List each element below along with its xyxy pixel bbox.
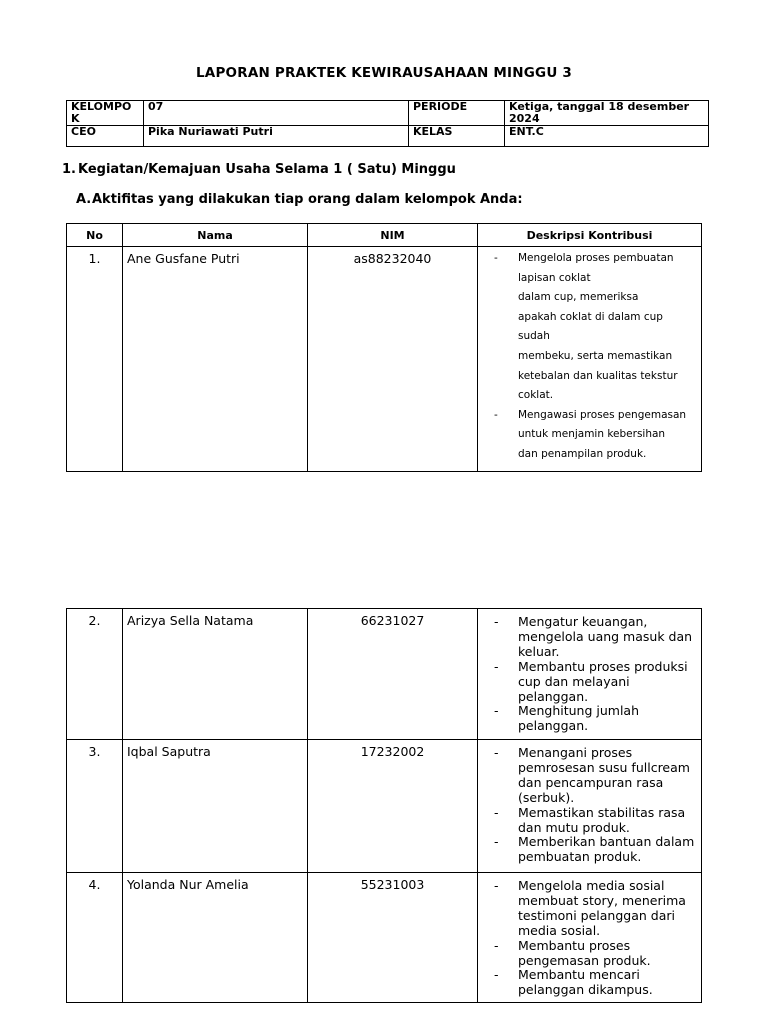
description-line: - Membantu mencari xyxy=(518,967,640,983)
description-item xyxy=(494,704,697,734)
description-line: mengelola uang masuk dan xyxy=(518,628,693,644)
member-description xyxy=(478,247,702,472)
description-line: - Membantu proses produksi xyxy=(518,658,688,674)
info-table xyxy=(66,100,709,147)
description-item xyxy=(494,835,697,865)
member-name: Iqbal Saputra xyxy=(123,740,308,873)
description-item xyxy=(494,806,697,836)
kelas-value: ENT.C xyxy=(505,126,709,147)
member-no: 1. xyxy=(67,247,123,472)
description-line: - Mengatur keuangan, xyxy=(518,614,648,629)
header-nama: Nama xyxy=(123,224,308,247)
description-line: pelanggan. xyxy=(518,688,589,704)
member-nim: 17232002 xyxy=(308,740,478,873)
description-item xyxy=(494,939,697,969)
member-description xyxy=(478,740,702,873)
description-line: pembuatan produk. xyxy=(518,849,642,865)
section-a-text: Aktifitas yang dilakukan tiap orang dalam kelompok Anda: xyxy=(92,192,523,207)
section-1-heading xyxy=(62,162,456,177)
table-row xyxy=(67,247,702,472)
member-nim: 55231003 xyxy=(308,873,478,1003)
description-line: - Mengelola proses pembuatan xyxy=(518,252,674,264)
members-table-page-1 xyxy=(66,223,702,472)
member-name: Arizya Sella Natama xyxy=(123,609,308,740)
description-line: lapisan coklat xyxy=(518,271,591,284)
description-line: dan pencampuran rasa xyxy=(518,774,664,790)
description-item xyxy=(494,968,697,998)
description-line: pengemasan produk. xyxy=(518,952,651,968)
table-row xyxy=(67,873,702,1003)
description-line: sudah xyxy=(518,330,550,343)
kelas-label: KELAS xyxy=(409,126,505,147)
description-line: pelanggan dikampus. xyxy=(518,982,653,998)
description-line: - Memberikan bantuan dalam xyxy=(518,834,695,850)
member-no: 4. xyxy=(67,873,123,1003)
member-name: Ane Gusfane Putri xyxy=(123,247,308,472)
member-nim: as88232040 xyxy=(308,247,478,472)
ceo-value: Pika Nuriawati Putri xyxy=(144,126,409,147)
description-line: pelanggan. xyxy=(518,718,589,734)
description-line: keluar. xyxy=(518,643,560,659)
description-line: - Mengelola media sosial xyxy=(518,878,665,893)
description-line: media sosial. xyxy=(518,922,601,938)
description-line: - Menghitung jumlah xyxy=(518,703,640,719)
member-nim: 66231027 xyxy=(308,609,478,740)
description-item xyxy=(494,879,697,939)
description-line: - Menangani proses xyxy=(518,745,633,760)
description-item xyxy=(494,406,697,465)
member-name: Yolanda Nur Amelia xyxy=(123,873,308,1003)
members-table-page-2 xyxy=(66,608,702,1003)
header-deskripsi: Deskripsi Kontribusi xyxy=(478,224,702,247)
section-a-number: A. xyxy=(76,192,92,207)
description-line: membuat story, menerima xyxy=(518,892,686,908)
header-nim: NIM xyxy=(308,224,478,247)
member-description xyxy=(478,873,702,1003)
description-line: cup dan melayani xyxy=(518,673,630,689)
periode-label: PERIODE xyxy=(409,101,505,126)
section-1-number: 1. xyxy=(62,162,76,177)
description-item xyxy=(494,615,697,660)
description-line: - Membantu proses xyxy=(518,937,631,953)
table-row xyxy=(67,740,702,873)
section-1-text: Kegiatan/Kemajuan Usaha Selama 1 ( Satu) Minggu xyxy=(78,162,456,177)
description-line: apakah coklat di dalam cup xyxy=(518,310,663,323)
description-line: ketebalan dan kualitas tekstur xyxy=(518,369,678,382)
description-item xyxy=(494,249,697,406)
table-row xyxy=(67,609,702,740)
description-item xyxy=(494,660,697,705)
description-line: (serbuk). xyxy=(518,789,575,805)
member-description xyxy=(478,609,702,740)
ceo-label: CEO xyxy=(67,126,144,147)
member-no: 2. xyxy=(67,609,123,740)
section-a-heading xyxy=(76,192,523,207)
description-item xyxy=(494,746,697,806)
kelompok-label: KELOMPOK xyxy=(67,101,144,126)
periode-value: Ketiga, tanggal 18 desember 2024 xyxy=(505,101,709,126)
kelompok-value: 07 xyxy=(144,101,409,126)
document-title: LAPORAN PRAKTEK KEWIRAUSAHAAN MINGGU 3 xyxy=(196,65,572,81)
description-line: testimoni pelanggan dari xyxy=(518,907,675,923)
description-line: coklat. xyxy=(518,389,554,402)
header-no: No xyxy=(67,224,123,247)
description-line: membeku, serta memastikan xyxy=(518,349,673,362)
description-line: - Mengawasi proses pengemasan xyxy=(518,408,687,421)
description-line: dan mutu produk. xyxy=(518,819,630,835)
description-line: untuk menjamin kebersihan xyxy=(518,428,666,441)
description-line: dalam cup, memeriksa xyxy=(518,291,639,304)
description-line: - Memastikan stabilitas rasa xyxy=(518,804,686,820)
description-line: dan penampilan produk. xyxy=(518,447,647,460)
member-no: 3. xyxy=(67,740,123,873)
description-line: pemrosesan susu fullcream xyxy=(518,759,690,775)
